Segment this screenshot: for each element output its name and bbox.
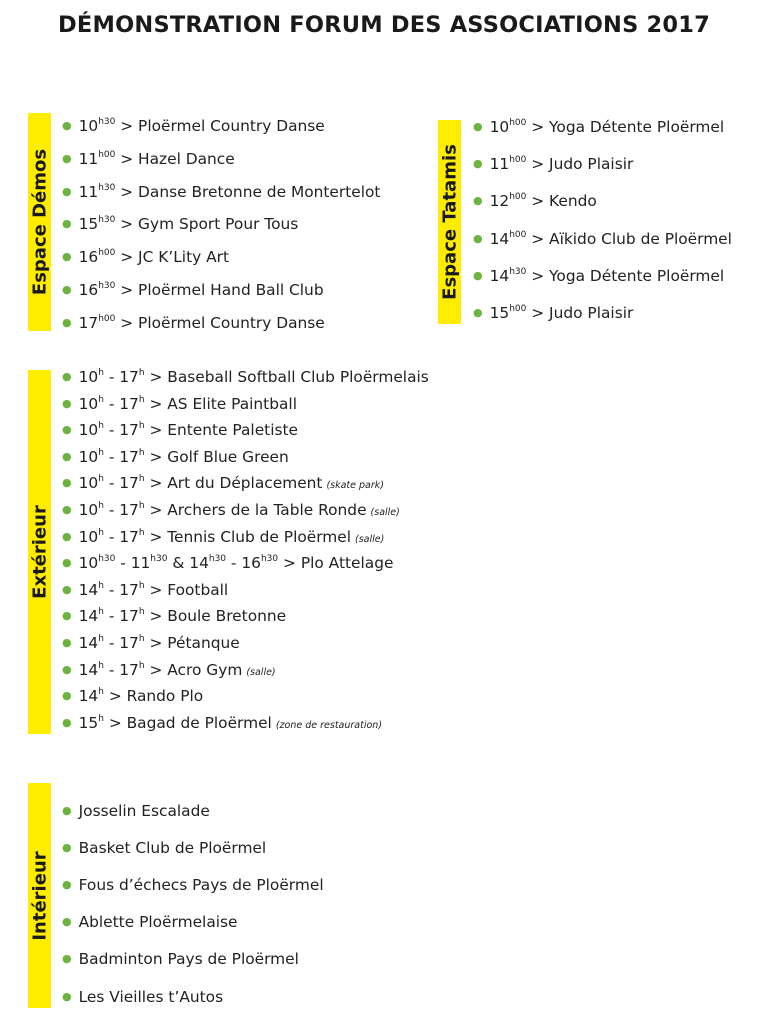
bullet-icon: ● xyxy=(62,423,72,437)
list-item: ● $10^{h30} - 11^{h30}$ & $14^{h30} - 16^{h30}$ > Plo Attelage xyxy=(62,554,394,573)
time-suffix: h xyxy=(98,580,104,591)
time-suffix: h xyxy=(138,474,145,485)
time-suffix: h xyxy=(98,501,104,511)
list-item: ● 14$^h$ - 17$^h$ > Boule Bretonne xyxy=(62,607,287,626)
bullet-icon: ● xyxy=(62,662,72,676)
time-start: 10 xyxy=(78,501,99,519)
activity-name: > Baseball Softball Club Ploërmelais xyxy=(149,368,429,386)
time-end: 17 xyxy=(119,580,139,599)
bullet-icon: ● xyxy=(62,151,72,165)
bullet-icon: ● xyxy=(62,396,72,410)
location-note: (skate park) xyxy=(326,480,384,492)
bullet-icon: ● xyxy=(473,120,483,133)
page-title: DÉMONSTRATION FORUM DES ASSOCIATIONS 2017 xyxy=(58,12,710,38)
time-start: 14 xyxy=(78,660,99,679)
section-label-interieur: Intérieur xyxy=(29,850,50,941)
time-minutes: h00 xyxy=(98,149,116,160)
section-bar-exterieur xyxy=(28,370,51,734)
time-end: 17 xyxy=(119,394,139,413)
time-start: 14 xyxy=(189,554,209,573)
time-minutes: h00 xyxy=(98,313,116,324)
activity-name: Badminton Pays de Ploërmel xyxy=(78,950,299,969)
activity-name: > Rando Plo xyxy=(108,687,204,706)
time-start: 15 xyxy=(78,713,99,732)
bullet-icon: ● xyxy=(62,582,72,596)
bullet-icon: ● xyxy=(473,194,483,208)
bullet-icon: ● xyxy=(62,119,72,132)
time-suffix: h xyxy=(98,368,104,378)
list-item xyxy=(62,313,325,335)
list-item xyxy=(62,214,298,236)
time-suffix: h30 xyxy=(98,554,116,565)
time-hour: 16 xyxy=(78,248,99,267)
activity-name: > Judo Plaisir xyxy=(531,304,634,322)
bullet-icon: ● xyxy=(62,529,72,543)
list-item: ● 10$^h$ - 17$^h$ > Archers de la Table Ronde (salle) xyxy=(62,501,400,519)
list-item: ● 14$^h$ - 17$^h$ > Pétanque xyxy=(62,634,240,652)
time-minutes: h00 xyxy=(98,248,116,259)
time-end: 17 xyxy=(119,501,139,519)
bullet-icon: ● xyxy=(62,878,72,892)
section-bar-tatamis xyxy=(438,120,461,324)
time-minutes: h00 xyxy=(509,192,527,203)
bullet-icon: ● xyxy=(62,283,72,296)
activity-name: > Ploërmel Country Danse xyxy=(120,313,325,332)
list-item xyxy=(473,117,724,139)
activity-name: > Gym Sport Pour Tous xyxy=(120,215,299,234)
bullet-icon: ● xyxy=(62,370,72,383)
bullet-icon: ● xyxy=(62,217,72,231)
section-bar-interieur xyxy=(28,783,51,1008)
list-item xyxy=(62,247,229,269)
time-minutes: h00 xyxy=(509,155,527,166)
time-start: 10 xyxy=(78,368,99,386)
time-hour: 14 xyxy=(489,266,510,285)
time-hour: 17 xyxy=(78,313,99,332)
activity-name: > AS Elite Paintball xyxy=(149,394,297,413)
time-suffix: h xyxy=(138,660,145,671)
activity-name: > Ploërmel Hand Ball Club xyxy=(120,281,324,299)
bullet-icon: ● xyxy=(473,231,483,245)
time-suffix: h30 xyxy=(150,554,168,565)
time-suffix: h xyxy=(138,421,145,432)
time-hour: 15 xyxy=(78,215,99,234)
time-end: 17 xyxy=(119,634,139,652)
time-minutes: h00 xyxy=(509,304,527,314)
activity-name: > Archers de la Table Ronde xyxy=(149,501,367,519)
time-minutes: h30 xyxy=(98,117,116,127)
activity-name: > Bagad de Ploërmel xyxy=(108,713,272,732)
time-start: 14 xyxy=(78,634,99,652)
time-start: 10 xyxy=(78,527,99,546)
time-start: 10 xyxy=(78,474,99,493)
activity-name: > Tennis Club de Ploërmel xyxy=(149,527,352,546)
activity-name: Les Vieilles t’Autos xyxy=(78,987,224,1006)
time-end: 17 xyxy=(119,474,139,493)
activity-name: > Boule Bretonne xyxy=(149,607,287,626)
time-suffix: h xyxy=(138,607,145,618)
list-item xyxy=(62,713,382,736)
time-minutes: h00 xyxy=(509,229,527,240)
location-note: (salle) xyxy=(370,507,400,518)
time-hour: 10 xyxy=(78,117,99,135)
time-hour: 16 xyxy=(78,281,99,299)
activity-name: > JC K’Lity Art xyxy=(120,248,229,267)
list-item xyxy=(473,266,724,288)
time-start: 10 xyxy=(78,394,99,413)
time-suffix: h xyxy=(98,447,104,458)
bullet-icon: ● xyxy=(62,556,72,570)
time-end: 16 xyxy=(241,554,261,573)
list-item xyxy=(62,838,266,860)
time-hour: 11 xyxy=(78,149,99,168)
list-item xyxy=(62,280,324,302)
activity-name: Ablette Ploërmelaise xyxy=(78,913,238,932)
list-item xyxy=(62,987,223,1009)
time-suffix: h xyxy=(138,447,145,458)
bullet-icon: ● xyxy=(62,636,72,649)
activity-name: > Kendo xyxy=(531,192,597,211)
list-item xyxy=(473,191,597,213)
section-label-exterieur: Extérieur xyxy=(29,505,50,599)
time-suffix: h xyxy=(138,580,145,591)
list-item: ● 14$^h$ - 17$^h$ > Acro Gym (salle) xyxy=(62,660,276,679)
bullet-icon: ● xyxy=(62,841,72,855)
time-suffix: h xyxy=(98,527,104,538)
section-label-demos: Espace Démos xyxy=(29,148,50,296)
activity-name: Basket Club de Ploërmel xyxy=(78,839,267,858)
time-suffix: h xyxy=(138,634,145,644)
time-hour: 11 xyxy=(78,182,99,201)
time-suffix: h xyxy=(98,394,104,405)
list-item xyxy=(62,686,203,708)
time-suffix: h xyxy=(98,713,104,724)
ampersand: & xyxy=(172,554,185,573)
time-minutes: h00 xyxy=(509,118,527,128)
bullet-icon: ● xyxy=(62,609,72,623)
time-minutes: h30 xyxy=(98,215,116,226)
time-suffix: h30 xyxy=(208,554,227,565)
time-hour: 14 xyxy=(489,229,510,248)
time-suffix: h xyxy=(138,368,145,378)
time-minutes: h30 xyxy=(509,266,527,277)
time-hour: 12 xyxy=(489,192,510,211)
time-start: 10 xyxy=(78,421,99,440)
time-end: 17 xyxy=(119,368,139,386)
time-suffix: h xyxy=(98,634,104,644)
bullet-icon: ● xyxy=(62,689,72,703)
location-note: (salle) xyxy=(246,666,276,678)
list-item xyxy=(473,303,633,325)
list-item: ● 10$^h$ - 17$^h$ > Entente Paletiste xyxy=(62,421,299,440)
activity-name: > Danse Bretonne de Montertelot xyxy=(120,182,381,201)
time-minutes: h30 xyxy=(98,281,116,291)
activity-name: > Plo Attelage xyxy=(283,554,394,573)
bullet-icon: ● xyxy=(62,476,72,490)
activity-name: > Judo Plaisir xyxy=(531,155,634,174)
activity-name: Josselin Escalade xyxy=(78,802,210,820)
bullet-icon: ● xyxy=(62,503,72,516)
activity-name: > Art du Déplacement xyxy=(149,474,323,493)
bullet-icon: ● xyxy=(62,449,72,463)
time-start: 14 xyxy=(78,580,99,599)
time-hour: 15 xyxy=(489,304,510,322)
time-end: 17 xyxy=(119,421,139,440)
activity-name: > Ploërmel Country Danse xyxy=(120,117,325,135)
time-suffix: h xyxy=(98,474,104,485)
time-end: 17 xyxy=(119,447,139,466)
time-start: 14 xyxy=(78,607,99,626)
activity-name: > Pétanque xyxy=(149,634,240,652)
bullet-icon: ● xyxy=(62,804,72,817)
bullet-icon: ● xyxy=(62,915,72,929)
list-item xyxy=(62,875,324,897)
bullet-icon: ● xyxy=(62,184,72,198)
activity-name: > Football xyxy=(149,580,229,599)
time-end: 17 xyxy=(119,607,139,626)
time-hour: 11 xyxy=(489,155,510,174)
list-item xyxy=(62,949,299,971)
time-start: 10 xyxy=(78,447,99,466)
time-end: 17 xyxy=(119,660,139,679)
time-suffix: h xyxy=(98,660,104,671)
location-note: (salle) xyxy=(355,533,385,545)
time-end: 17 xyxy=(119,527,139,546)
bullet-icon: ● xyxy=(62,715,72,729)
bullet-icon: ● xyxy=(62,315,72,329)
section-label-tatamis: Espace Tatamis xyxy=(439,144,460,300)
list-item xyxy=(473,154,633,176)
list-item xyxy=(62,116,325,138)
activity-name: > Entente Paletiste xyxy=(149,421,299,440)
time-minutes: h30 xyxy=(98,182,116,193)
time-suffix: h30 xyxy=(260,554,279,565)
bullet-icon: ● xyxy=(473,268,483,282)
time-hour: 10 xyxy=(489,118,510,136)
time-suffix: h xyxy=(138,527,145,538)
list-item: ● 10$^h$ - 17$^h$ > Tennis Club de Ploërmel (salle) xyxy=(62,527,385,546)
bullet-icon: ● xyxy=(473,157,483,171)
time-suffix: h xyxy=(98,421,104,432)
list-item: ● 10$^h$ - 17$^h$ > Art du Déplacement (skate park) xyxy=(62,474,384,493)
location-note: (zone de restauration) xyxy=(275,719,383,731)
bullet-icon: ● xyxy=(62,989,72,1003)
activity-name: > Yoga Détente Ploërmel xyxy=(531,266,725,285)
list-item: ● 10$^h$ - 17$^h$ > Golf Blue Green xyxy=(62,447,289,466)
time-start: 14 xyxy=(78,687,99,706)
time-suffix: h xyxy=(98,607,104,618)
activity-name: > Aïkido Club de Ploërmel xyxy=(531,229,732,248)
list-item xyxy=(62,801,210,823)
list-item: ● 10$^h$ - 17$^h$ > AS Elite Paintball xyxy=(62,394,297,413)
list-item: ● 14$^h$ - 17$^h$ > Football xyxy=(62,580,229,599)
list-item xyxy=(62,182,380,204)
time-suffix: h xyxy=(98,687,104,698)
time-suffix: h xyxy=(138,394,145,405)
activity-name: > Hazel Dance xyxy=(120,149,235,168)
activity-name: > Golf Blue Green xyxy=(149,447,289,466)
list-item xyxy=(473,229,732,251)
bullet-icon: ● xyxy=(473,306,483,319)
bullet-icon: ● xyxy=(62,952,72,966)
list-item: ● 10$^h$ - 17$^h$ > Baseball Softball Club Ploërmelais xyxy=(62,368,429,386)
list-item xyxy=(62,912,238,934)
list-item xyxy=(62,149,235,171)
bullet-icon: ● xyxy=(62,250,72,264)
time-start: 10 xyxy=(78,554,99,573)
activity-name: > Yoga Détente Ploërmel xyxy=(531,118,725,136)
time-suffix: h xyxy=(138,501,145,511)
activity-name: > Acro Gym xyxy=(149,660,243,679)
time-end: 11 xyxy=(130,554,151,573)
section-bar-demos xyxy=(28,113,51,331)
activity-name: Fous d’échecs Pays de Ploërmel xyxy=(78,876,324,895)
